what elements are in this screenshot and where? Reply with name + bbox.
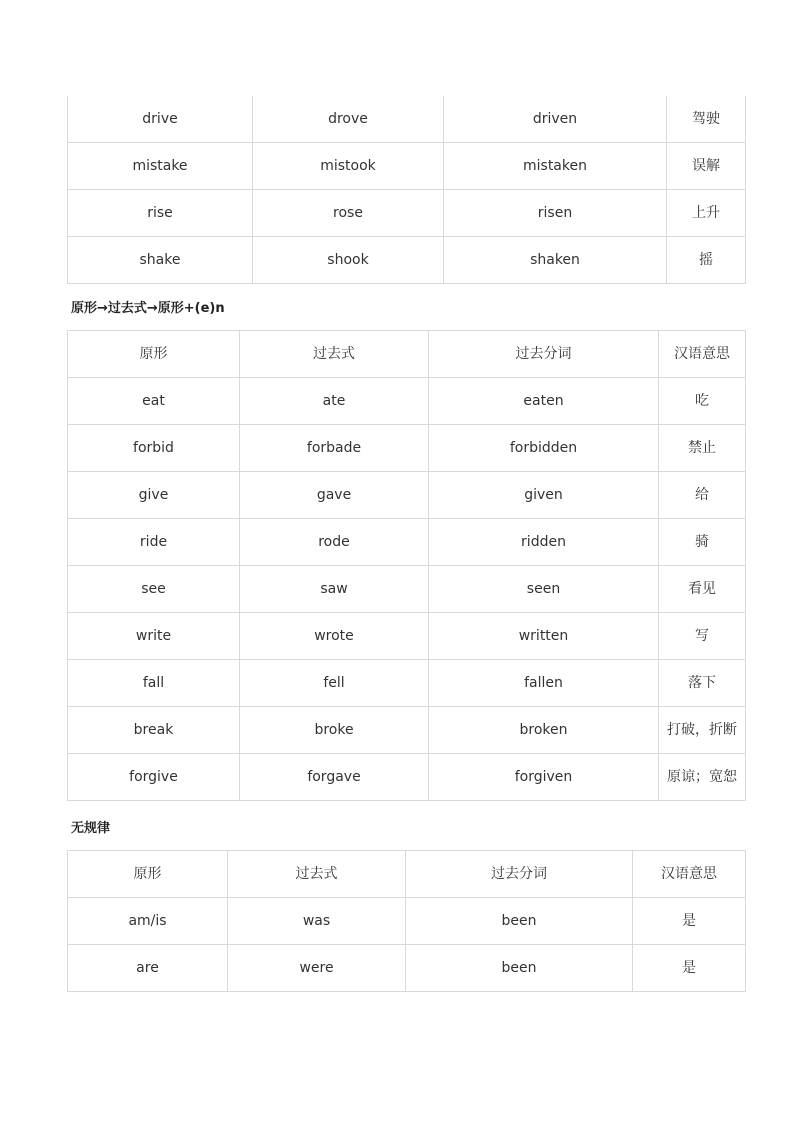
table-cell: forgiven [429,754,659,801]
table-row [68,190,746,237]
table-cell: eaten [429,378,659,425]
table-row [68,898,746,945]
verb-table-irregular [67,850,746,992]
table-cell: break [68,707,240,754]
table-cell: 是 [633,945,746,992]
verb-table-en-pattern [67,330,746,801]
table-cell: drive [68,96,253,143]
verb-table-body [68,851,746,992]
table-cell: wrote [240,613,429,660]
table-row [68,707,746,754]
verb-table-body [68,331,746,801]
table-cell: forgive [68,754,240,801]
section-heading-en-pattern: 原形→过去式→原形+(e)n [71,301,225,316]
table-cell: write [68,613,240,660]
table-cell: 给 [659,472,746,519]
table-cell: forbidden [429,425,659,472]
table-cell: 禁止 [659,425,746,472]
table-cell: 汉语意思 [633,851,746,898]
table-row [68,754,746,801]
table-row [68,660,746,707]
table-cell: forgave [240,754,429,801]
table-cell: mistook [253,143,444,190]
table-cell: fallen [429,660,659,707]
table-cell: 看见 [659,566,746,613]
table-cell: 写 [659,613,746,660]
table-cell: 过去分词 [429,331,659,378]
table-cell: been [406,898,633,945]
table-row [68,143,746,190]
table-cell: were [228,945,406,992]
table-row [68,472,746,519]
table-cell: broken [429,707,659,754]
table-row [68,566,746,613]
table-cell: 打破，折断 [659,707,746,754]
table-cell: 吃 [659,378,746,425]
table-cell: ridden [429,519,659,566]
table-row [68,237,746,284]
verb-table-continued [67,96,746,284]
table-cell: mistaken [444,143,667,190]
table-cell: forbade [240,425,429,472]
table-cell: 原谅；宽恕 [659,754,746,801]
table-cell: 汉语意思 [659,331,746,378]
table-cell: 上升 [667,190,746,237]
table-cell: 过去式 [228,851,406,898]
table-cell: forbid [68,425,240,472]
table-cell: 过去式 [240,331,429,378]
table-row [68,613,746,660]
table-header-row [68,331,746,378]
table-cell: given [429,472,659,519]
table-row [68,96,746,143]
table-row [68,378,746,425]
table-cell: 驾驶 [667,96,746,143]
table-row [68,945,746,992]
table-header-row [68,851,746,898]
table-cell: mistake [68,143,253,190]
table-cell: driven [444,96,667,143]
table-cell: 过去分词 [406,851,633,898]
table-cell: drove [253,96,444,143]
table-cell: 原形 [68,331,240,378]
table-cell: 是 [633,898,746,945]
table-cell: eat [68,378,240,425]
table-row [68,519,746,566]
table-row [68,425,746,472]
table-cell: 误解 [667,143,746,190]
table-cell: 原形 [68,851,228,898]
table-cell: rode [240,519,429,566]
table-cell: was [228,898,406,945]
table-cell: 摇 [667,237,746,284]
table-cell: 落下 [659,660,746,707]
table-cell: risen [444,190,667,237]
table-cell: fall [68,660,240,707]
table-cell: fell [240,660,429,707]
table-cell: rose [253,190,444,237]
table-cell: shook [253,237,444,284]
table-cell: ride [68,519,240,566]
table-cell: shaken [444,237,667,284]
table-cell: shake [68,237,253,284]
table-cell: broke [240,707,429,754]
table-cell: are [68,945,228,992]
table-cell: give [68,472,240,519]
table-cell: ate [240,378,429,425]
table-cell: gave [240,472,429,519]
table-cell: seen [429,566,659,613]
table-cell: am/is [68,898,228,945]
table-cell: been [406,945,633,992]
verb-table-body [68,96,746,284]
table-cell: rise [68,190,253,237]
table-cell: saw [240,566,429,613]
table-cell: see [68,566,240,613]
table-cell: 骑 [659,519,746,566]
table-cell: written [429,613,659,660]
section-heading-irregular: 无规律 [71,821,111,836]
